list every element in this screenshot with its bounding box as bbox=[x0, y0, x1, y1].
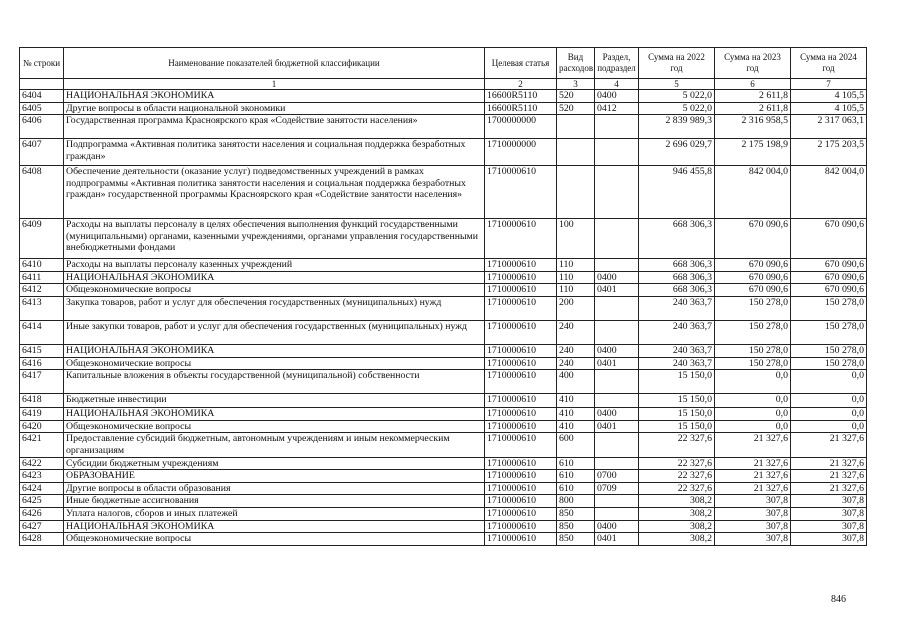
budget-table bbox=[19, 47, 867, 546]
row-sum-2024: 0,0 bbox=[791, 408, 867, 421]
row-name: НАЦИОНАЛЬНАЯ ЭКОНОМИКА bbox=[64, 90, 485, 103]
row-sum-2022: 240 363,7 bbox=[639, 344, 715, 357]
row-expense-type: 110 bbox=[557, 259, 595, 272]
row-target-code: 1710000610 bbox=[485, 470, 557, 483]
row-sum-2024: 0,0 bbox=[791, 420, 867, 433]
row-section bbox=[595, 433, 639, 457]
row-sum-2023: 0,0 bbox=[715, 420, 791, 433]
row-expense-type: 610 bbox=[557, 457, 595, 470]
row-target-code: 1710000610 bbox=[485, 259, 557, 272]
row-sum-2022: 15 150,0 bbox=[639, 420, 715, 433]
row-sum-2024: 150 278,0 bbox=[791, 344, 867, 357]
row-number: 6413 bbox=[20, 296, 64, 320]
row-number: 6420 bbox=[20, 420, 64, 433]
row-section bbox=[595, 139, 639, 166]
row-sum-2022: 240 363,7 bbox=[639, 296, 715, 320]
row-sum-2024: 2 317 063,1 bbox=[791, 115, 867, 139]
table-row bbox=[20, 139, 867, 166]
table-row bbox=[20, 166, 867, 219]
row-number: 6423 bbox=[20, 470, 64, 483]
row-target-code: 1710000610 bbox=[485, 284, 557, 297]
row-sum-2023: 150 278,0 bbox=[715, 344, 791, 357]
row-number: 6426 bbox=[20, 507, 64, 520]
column-number: 4 bbox=[595, 79, 639, 90]
row-sum-2024: 21 327,6 bbox=[791, 433, 867, 457]
table-row bbox=[20, 90, 867, 103]
row-name: Подпрограмма «Активная политика занятости населения и социальная поддержка безработных граждан» bbox=[64, 139, 485, 166]
row-expense-type: 400 bbox=[557, 370, 595, 394]
row-sum-2024: 21 327,6 bbox=[791, 457, 867, 470]
row-number: 6419 bbox=[20, 408, 64, 421]
row-number: 6418 bbox=[20, 394, 64, 408]
row-expense-type: 610 bbox=[557, 482, 595, 495]
table-row bbox=[20, 271, 867, 284]
row-sum-2022: 22 327,6 bbox=[639, 457, 715, 470]
row-number: 6407 bbox=[20, 139, 64, 166]
row-target-code: 1710000610 bbox=[485, 166, 557, 219]
row-expense-type: 610 bbox=[557, 470, 595, 483]
table-body bbox=[20, 90, 867, 546]
row-section: 0400 bbox=[595, 344, 639, 357]
row-name: Общеэкономические вопросы bbox=[64, 420, 485, 433]
row-sum-2022: 15 150,0 bbox=[639, 394, 715, 408]
header-sum-2022: Сумма на 2022 год bbox=[639, 48, 715, 79]
table-row bbox=[20, 520, 867, 533]
row-section: 0412 bbox=[595, 102, 639, 115]
row-sum-2024: 2 175 203,5 bbox=[791, 139, 867, 166]
row-section bbox=[595, 495, 639, 508]
row-expense-type: 410 bbox=[557, 394, 595, 408]
row-name: Закупка товаров, работ и услуг для обеспечения государственных (муниципальных) нужд bbox=[64, 296, 485, 320]
row-sum-2023: 307,8 bbox=[715, 507, 791, 520]
row-name: Расходы на выплаты персоналу казенных учреждений bbox=[64, 259, 485, 272]
row-name: Обеспечение деятельности (оказание услуг) подведомственных учреждений в рамках подпрограммы «Активная политика занятости населения и социальная поддержка безработных граждан» государственной программы Красноярского края «Содействие занятости населения» bbox=[64, 166, 485, 219]
row-name: НАЦИОНАЛЬНАЯ ЭКОНОМИКА bbox=[64, 408, 485, 421]
row-target-code: 1710000610 bbox=[485, 520, 557, 533]
row-sum-2022: 668 306,3 bbox=[639, 284, 715, 297]
table-row bbox=[20, 507, 867, 520]
row-sum-2022: 5 022,0 bbox=[639, 102, 715, 115]
row-target-code: 1710000610 bbox=[485, 495, 557, 508]
row-sum-2022: 15 150,0 bbox=[639, 408, 715, 421]
row-target-code: 16600R5110 bbox=[485, 102, 557, 115]
row-section bbox=[595, 259, 639, 272]
row-section bbox=[595, 166, 639, 219]
row-target-code: 1710000610 bbox=[485, 320, 557, 344]
header-sum-2023: Сумма на 2023 год bbox=[715, 48, 791, 79]
row-sum-2024: 670 090,6 bbox=[791, 271, 867, 284]
row-name: Предоставление субсидий бюджетным, автономным учреждениям и иным некоммерческим организациям bbox=[64, 433, 485, 457]
row-expense-type: 850 bbox=[557, 533, 595, 546]
row-number: 6410 bbox=[20, 259, 64, 272]
row-sum-2023: 670 090,6 bbox=[715, 219, 791, 259]
table-row bbox=[20, 115, 867, 139]
row-sum-2024: 21 327,6 bbox=[791, 482, 867, 495]
row-target-code: 1710000610 bbox=[485, 408, 557, 421]
row-sum-2024: 0,0 bbox=[791, 394, 867, 408]
row-section bbox=[595, 296, 639, 320]
table-row bbox=[20, 533, 867, 546]
row-target-code: 1710000610 bbox=[485, 357, 557, 370]
row-sum-2023: 2 611,8 bbox=[715, 90, 791, 103]
row-section: 0401 bbox=[595, 533, 639, 546]
row-number: 6406 bbox=[20, 115, 64, 139]
row-number: 6405 bbox=[20, 102, 64, 115]
table-row bbox=[20, 470, 867, 483]
row-target-code: 1710000610 bbox=[485, 370, 557, 394]
row-number: 6421 bbox=[20, 433, 64, 457]
row-number: 6414 bbox=[20, 320, 64, 344]
row-sum-2022: 308,2 bbox=[639, 533, 715, 546]
row-section: 0400 bbox=[595, 408, 639, 421]
row-name: НАЦИОНАЛЬНАЯ ЭКОНОМИКА bbox=[64, 520, 485, 533]
row-sum-2023: 150 278,0 bbox=[715, 296, 791, 320]
row-target-code: 1710000610 bbox=[485, 507, 557, 520]
row-section: 0401 bbox=[595, 357, 639, 370]
row-expense-type bbox=[557, 166, 595, 219]
row-sum-2024: 21 327,6 bbox=[791, 470, 867, 483]
header-code: Целевая статья bbox=[485, 48, 557, 79]
table-row bbox=[20, 408, 867, 421]
row-section bbox=[595, 370, 639, 394]
row-sum-2023: 2 611,8 bbox=[715, 102, 791, 115]
row-expense-type: 520 bbox=[557, 90, 595, 103]
row-sum-2022: 308,2 bbox=[639, 507, 715, 520]
row-sum-2024: 842 004,0 bbox=[791, 166, 867, 219]
row-section: 0709 bbox=[595, 482, 639, 495]
table-row bbox=[20, 482, 867, 495]
row-sum-2023: 21 327,6 bbox=[715, 470, 791, 483]
column-number: 7 bbox=[791, 79, 867, 90]
row-section: 0401 bbox=[595, 420, 639, 433]
row-sum-2022: 15 150,0 bbox=[639, 370, 715, 394]
row-sum-2024: 150 278,0 bbox=[791, 357, 867, 370]
row-sum-2024: 0,0 bbox=[791, 370, 867, 394]
row-name: Общеэкономические вопросы bbox=[64, 284, 485, 297]
row-number: 6424 bbox=[20, 482, 64, 495]
row-name: Другие вопросы в области образования bbox=[64, 482, 485, 495]
row-sum-2022: 668 306,3 bbox=[639, 219, 715, 259]
row-sum-2023: 670 090,6 bbox=[715, 271, 791, 284]
row-sum-2023: 150 278,0 bbox=[715, 320, 791, 344]
row-sum-2023: 21 327,6 bbox=[715, 482, 791, 495]
row-sum-2022: 22 327,6 bbox=[639, 470, 715, 483]
row-expense-type: 100 bbox=[557, 219, 595, 259]
header-num: № строки bbox=[20, 48, 64, 79]
row-sum-2024: 4 105,5 bbox=[791, 102, 867, 115]
row-number: 6417 bbox=[20, 370, 64, 394]
row-section bbox=[595, 394, 639, 408]
row-sum-2024: 307,8 bbox=[791, 507, 867, 520]
row-section: 0400 bbox=[595, 90, 639, 103]
row-sum-2024: 307,8 bbox=[791, 495, 867, 508]
row-sum-2024: 150 278,0 bbox=[791, 320, 867, 344]
row-section: 0400 bbox=[595, 520, 639, 533]
header-vid: Вид расходов bbox=[557, 48, 595, 79]
row-sum-2023: 0,0 bbox=[715, 408, 791, 421]
header-name: Наименование показателей бюджетной классификации bbox=[64, 48, 485, 79]
row-expense-type bbox=[557, 115, 595, 139]
table-row bbox=[20, 357, 867, 370]
row-number: 6425 bbox=[20, 495, 64, 508]
row-section bbox=[595, 320, 639, 344]
row-section bbox=[595, 219, 639, 259]
row-expense-type: 200 bbox=[557, 296, 595, 320]
row-name: НАЦИОНАЛЬНАЯ ЭКОНОМИКА bbox=[64, 271, 485, 284]
column-number: 5 bbox=[639, 79, 715, 90]
row-target-code: 1710000610 bbox=[485, 219, 557, 259]
column-number: 1 bbox=[64, 79, 485, 90]
row-number: 6416 bbox=[20, 357, 64, 370]
row-number: 6411 bbox=[20, 271, 64, 284]
row-number: 6428 bbox=[20, 533, 64, 546]
row-target-code: 1710000610 bbox=[485, 482, 557, 495]
row-section: 0700 bbox=[595, 470, 639, 483]
row-expense-type: 110 bbox=[557, 284, 595, 297]
row-sum-2022: 5 022,0 bbox=[639, 90, 715, 103]
row-name: Общеэкономические вопросы bbox=[64, 533, 485, 546]
row-name: Иные бюджетные ассигнования bbox=[64, 495, 485, 508]
row-name: ОБРАЗОВАНИЕ bbox=[64, 470, 485, 483]
row-sum-2023: 0,0 bbox=[715, 370, 791, 394]
row-sum-2024: 4 105,5 bbox=[791, 90, 867, 103]
row-section: 0400 bbox=[595, 271, 639, 284]
row-sum-2022: 946 455,8 bbox=[639, 166, 715, 219]
row-sum-2022: 308,2 bbox=[639, 495, 715, 508]
row-name: Расходы на выплаты персоналу в целях обеспечения выполнения функций государственными (муниципальными) органами, казенными учреждениями, органами управления государственными внебюджетными фондами bbox=[64, 219, 485, 259]
row-number: 6404 bbox=[20, 90, 64, 103]
row-sum-2022: 240 363,7 bbox=[639, 357, 715, 370]
row-sum-2023: 307,8 bbox=[715, 533, 791, 546]
row-section bbox=[595, 115, 639, 139]
page-number: 846 bbox=[831, 594, 846, 605]
row-sum-2023: 842 004,0 bbox=[715, 166, 791, 219]
table-row bbox=[20, 420, 867, 433]
row-number: 6415 bbox=[20, 344, 64, 357]
row-target-code: 16600R5110 bbox=[485, 90, 557, 103]
row-expense-type bbox=[557, 139, 595, 166]
row-expense-type: 600 bbox=[557, 433, 595, 457]
row-name: Уплата налогов, сборов и иных платежей bbox=[64, 507, 485, 520]
row-section: 0401 bbox=[595, 284, 639, 297]
row-number: 6427 bbox=[20, 520, 64, 533]
row-number: 6409 bbox=[20, 219, 64, 259]
row-sum-2024: 150 278,0 bbox=[791, 296, 867, 320]
row-sum-2023: 307,8 bbox=[715, 520, 791, 533]
column-number-blank bbox=[20, 79, 64, 90]
row-name: Общеэкономические вопросы bbox=[64, 357, 485, 370]
row-target-code: 1710000610 bbox=[485, 457, 557, 470]
row-sum-2023: 0,0 bbox=[715, 394, 791, 408]
column-number-row bbox=[20, 79, 867, 90]
row-sum-2023: 670 090,6 bbox=[715, 259, 791, 272]
row-sum-2024: 307,8 bbox=[791, 533, 867, 546]
row-sum-2023: 307,8 bbox=[715, 495, 791, 508]
row-expense-type: 240 bbox=[557, 344, 595, 357]
row-name: Другие вопросы в области национальной экономики bbox=[64, 102, 485, 115]
row-sum-2023: 21 327,6 bbox=[715, 457, 791, 470]
row-expense-type: 800 bbox=[557, 495, 595, 508]
row-expense-type: 410 bbox=[557, 408, 595, 421]
table-row bbox=[20, 102, 867, 115]
row-number: 6422 bbox=[20, 457, 64, 470]
row-name: Иные закупки товаров, работ и услуг для обеспечения государственных (муниципальных) нужд bbox=[64, 320, 485, 344]
row-sum-2023: 2 316 958,5 bbox=[715, 115, 791, 139]
row-target-code: 1710000610 bbox=[485, 394, 557, 408]
header-sum-2024: Сумма на 2024 год bbox=[791, 48, 867, 79]
row-sum-2022: 668 306,3 bbox=[639, 259, 715, 272]
table-row bbox=[20, 370, 867, 394]
row-target-code: 1710000610 bbox=[485, 344, 557, 357]
row-sum-2022: 22 327,6 bbox=[639, 433, 715, 457]
row-name: Государственная программа Красноярского края «Содействие занятости населения» bbox=[64, 115, 485, 139]
row-sum-2022: 240 363,7 bbox=[639, 320, 715, 344]
row-sum-2022: 2 839 989,3 bbox=[639, 115, 715, 139]
header-razd: Раздел, подраздел bbox=[595, 48, 639, 79]
row-target-code: 1710000610 bbox=[485, 433, 557, 457]
table-row bbox=[20, 433, 867, 457]
column-number: 2 bbox=[485, 79, 557, 90]
table-row bbox=[20, 457, 867, 470]
row-sum-2023: 21 327,6 bbox=[715, 433, 791, 457]
row-target-code: 1710000610 bbox=[485, 420, 557, 433]
row-section bbox=[595, 457, 639, 470]
row-target-code: 1710000610 bbox=[485, 271, 557, 284]
row-expense-type: 850 bbox=[557, 520, 595, 533]
row-expense-type: 850 bbox=[557, 507, 595, 520]
row-target-code: 1700000000 bbox=[485, 115, 557, 139]
row-number: 6412 bbox=[20, 284, 64, 297]
row-expense-type: 520 bbox=[557, 102, 595, 115]
row-sum-2022: 2 696 029,7 bbox=[639, 139, 715, 166]
row-section bbox=[595, 507, 639, 520]
row-expense-type: 240 bbox=[557, 357, 595, 370]
row-sum-2022: 668 306,3 bbox=[639, 271, 715, 284]
table-row bbox=[20, 259, 867, 272]
row-name: Субсидии бюджетным учреждениям bbox=[64, 457, 485, 470]
row-expense-type: 240 bbox=[557, 320, 595, 344]
row-sum-2022: 22 327,6 bbox=[639, 482, 715, 495]
table-row bbox=[20, 394, 867, 408]
row-sum-2024: 670 090,6 bbox=[791, 284, 867, 297]
row-sum-2023: 2 175 198,9 bbox=[715, 139, 791, 166]
row-number: 6408 bbox=[20, 166, 64, 219]
header-row bbox=[20, 48, 867, 79]
row-sum-2023: 670 090,6 bbox=[715, 284, 791, 297]
row-name: Бюджетные инвестиции bbox=[64, 394, 485, 408]
table-row bbox=[20, 284, 867, 297]
row-target-code: 1710000610 bbox=[485, 533, 557, 546]
row-sum-2022: 308,2 bbox=[639, 520, 715, 533]
row-sum-2024: 670 090,6 bbox=[791, 259, 867, 272]
table-row bbox=[20, 296, 867, 320]
table-row bbox=[20, 495, 867, 508]
column-number: 3 bbox=[557, 79, 595, 90]
table-row bbox=[20, 344, 867, 357]
row-name: НАЦИОНАЛЬНАЯ ЭКОНОМИКА bbox=[64, 344, 485, 357]
row-sum-2024: 670 090,6 bbox=[791, 219, 867, 259]
row-sum-2024: 307,8 bbox=[791, 520, 867, 533]
row-expense-type: 110 bbox=[557, 271, 595, 284]
table-row bbox=[20, 219, 867, 259]
column-number: 6 bbox=[715, 79, 791, 90]
row-target-code: 1710000610 bbox=[485, 296, 557, 320]
row-sum-2023: 150 278,0 bbox=[715, 357, 791, 370]
row-target-code: 1710000000 bbox=[485, 139, 557, 166]
row-name: Капитальные вложения в объекты государственной (муниципальной) собственности bbox=[64, 370, 485, 394]
table-row bbox=[20, 320, 867, 344]
row-expense-type: 410 bbox=[557, 420, 595, 433]
